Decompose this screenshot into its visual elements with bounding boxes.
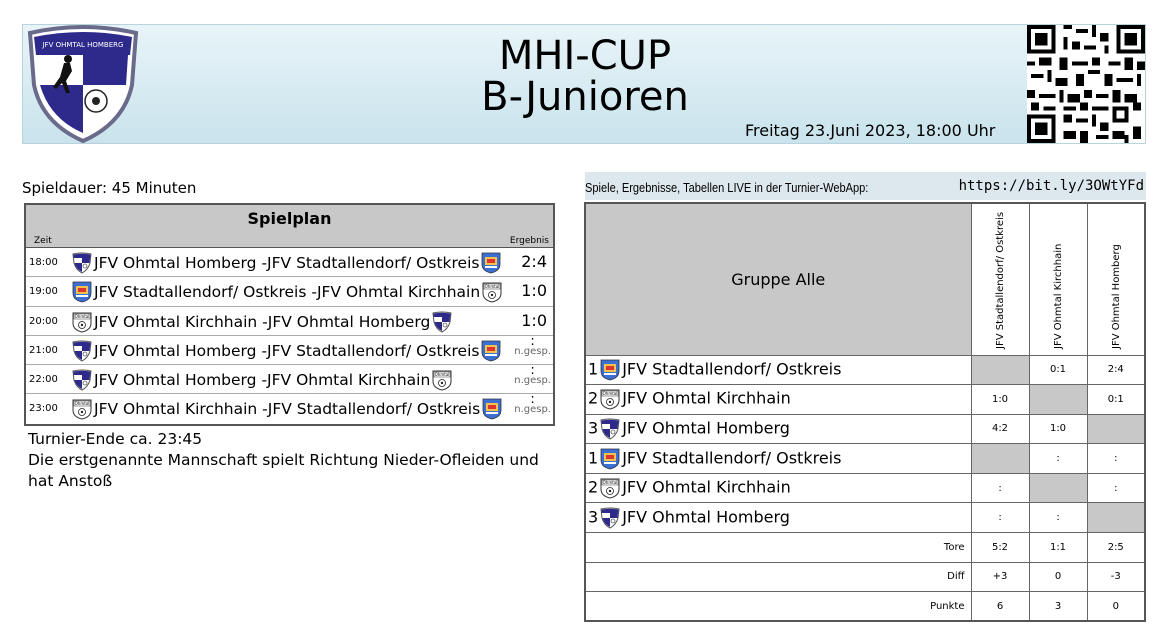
away-team: JFV Stadtallendorf/ Ostkreis — [267, 400, 481, 419]
club-logo-icon — [24, 25, 142, 143]
match-row[interactable] — [26, 277, 553, 306]
match-time: 18:00 — [29, 257, 58, 268]
kirchhain-crest-icon — [72, 398, 92, 420]
summary-value: +3 — [971, 562, 1029, 592]
match-teams — [70, 311, 454, 333]
match-result — [514, 392, 551, 416]
home-team: JFV Ohmtal Kirchhain — [94, 312, 258, 331]
result-cell: : — [1029, 444, 1087, 474]
schedule-title: Spielplan — [247, 209, 332, 228]
summary-row — [585, 592, 1145, 622]
away-team: JFV Ohmtal Homberg — [267, 312, 431, 331]
kickoff-note: Die erstgenannte Mannschaft spielt Richtung Nieder-Ofleiden und hat Anstoß — [28, 451, 539, 490]
result-cell: : — [971, 503, 1029, 533]
match-result: 2:4 — [521, 252, 547, 271]
match-teams — [70, 369, 454, 391]
col-time-label: Zeit — [34, 236, 52, 246]
group-table — [584, 202, 1146, 622]
summary-label: Diff — [585, 562, 971, 592]
home-team: JFV Stadtallendorf/ Ostkreis — [94, 283, 307, 302]
result-cell: : — [1087, 444, 1145, 474]
home-team: JFV Ohmtal Homberg — [94, 341, 257, 360]
match-row[interactable] — [26, 333, 553, 365]
away-team: JFV Ohmtal Kirchhain — [316, 283, 481, 302]
result-cell: 1:0 — [971, 385, 1029, 415]
summary-label: Tore — [585, 533, 971, 563]
homberg-crest-icon — [72, 369, 92, 391]
home-team: JFV Ohmtal Homberg — [94, 254, 257, 272]
group-team-cell[interactable] — [585, 355, 971, 385]
match-row[interactable] — [26, 394, 553, 423]
vs-separator: - — [257, 312, 268, 331]
stadtallendorf-crest-icon — [600, 359, 620, 381]
live-label: Spiele, Ergebnisse, Tabellen LIVE in der Turnier-WebApp: — [585, 180, 869, 195]
group-row — [585, 444, 1145, 474]
kirchhain-crest-icon — [432, 369, 452, 391]
match-result — [514, 363, 551, 387]
away-team: JFV Stadtallendorf/ Ostkreis — [267, 341, 480, 360]
home-team: JFV Ohmtal Kirchhain — [94, 400, 258, 419]
match-time: 23:00 — [29, 403, 58, 415]
home-team: JFV Ohmtal Homberg — [94, 371, 257, 390]
team-rank: 1 — [588, 448, 599, 468]
vs-separator: - — [256, 254, 268, 272]
qr-code-icon[interactable] — [1026, 25, 1146, 143]
homberg-crest-icon — [600, 507, 620, 529]
team-name: JFV Ohmtal Homberg — [622, 507, 790, 527]
group-col-header — [971, 203, 1029, 355]
logo-text: JFV OHMTAL HOMBERG — [42, 41, 124, 49]
kirchhain-crest-icon — [600, 477, 620, 499]
result-note: n.gesp. — [514, 345, 551, 357]
homberg-crest-icon — [432, 311, 452, 333]
vs-separator: - — [256, 341, 268, 360]
svg-text:Ohmtal: Ohmtal — [434, 372, 450, 378]
match-result: 1:0 — [521, 310, 547, 330]
team-name: JFV Stadtallendorf/ Ostkreis — [622, 359, 842, 379]
away-team: JFV Stadtallendorf/ Ostkreis — [267, 254, 480, 272]
kirchhain-crest-icon — [72, 311, 92, 333]
result-cell: : — [1029, 503, 1087, 533]
result-note: n.gesp. — [514, 404, 551, 416]
result-note: n.gesp. — [514, 375, 551, 387]
match-time: 21:00 — [29, 344, 58, 356]
group-col-header — [1087, 203, 1145, 355]
result-cell: : — [1087, 473, 1145, 503]
result-cell — [971, 355, 1029, 385]
live-banner — [585, 172, 1146, 200]
result-cell — [1029, 473, 1087, 503]
group-team-cell[interactable] — [585, 473, 971, 503]
match-time: 19:00 — [29, 286, 58, 298]
match-row[interactable] — [26, 307, 553, 336]
svg-text:Ohmtal: Ohmtal — [74, 401, 90, 407]
title-line-2: B-Junioren — [481, 74, 689, 120]
summary-label: Punkte — [585, 592, 971, 622]
team-rank: 3 — [588, 418, 599, 438]
result-cell: : — [971, 473, 1029, 503]
result-cell — [1029, 385, 1087, 415]
event-date: Freitag 23.Juni 2023, 18:00 Uhr — [745, 121, 996, 140]
group-row — [585, 503, 1145, 533]
homberg-crest-icon — [72, 340, 92, 362]
kirchhain-crest-icon — [482, 281, 502, 303]
group-row — [585, 473, 1145, 503]
match-result: 1:0 — [521, 281, 547, 301]
group-team-cell[interactable] — [585, 503, 971, 533]
match-teams — [70, 252, 503, 274]
match-time: 22:00 — [29, 374, 58, 386]
group-team-cell[interactable] — [585, 385, 971, 415]
vs-separator: - — [306, 283, 317, 302]
result-cell — [971, 444, 1029, 474]
summary-value: -3 — [1087, 562, 1145, 592]
away-team: JFV Ohmtal Kirchhain — [267, 371, 431, 390]
stadtallendorf-crest-icon — [481, 252, 501, 274]
notes — [28, 429, 558, 492]
result-cell — [1087, 414, 1145, 444]
col-result-label: Ergebnis — [509, 236, 549, 246]
match-row[interactable] — [26, 248, 553, 277]
kirchhain-crest-icon — [600, 388, 620, 410]
svg-text:Ohmtal: Ohmtal — [602, 480, 618, 486]
group-row — [585, 414, 1145, 444]
result-score: : — [530, 333, 535, 349]
group-row — [585, 355, 1145, 385]
team-rank: 2 — [588, 388, 599, 408]
summary-value: 2:5 — [1087, 533, 1145, 563]
summary-value: 3 — [1029, 592, 1087, 622]
match-result — [514, 333, 551, 357]
title-line-1: MHI-CUP — [498, 33, 672, 79]
group-team-cell[interactable] — [585, 444, 971, 474]
group-title: Gruppe Alle — [585, 203, 971, 355]
result-cell: 2:4 — [1087, 355, 1145, 385]
team-name: JFV Stadtallendorf/ Ostkreis — [622, 448, 842, 468]
match-teams — [70, 340, 503, 362]
team-name: JFV Ohmtal Kirchhain — [622, 388, 791, 408]
match-duration: Spieldauer: 45 Minuten — [22, 179, 197, 197]
summary-value: 6 — [971, 592, 1029, 622]
group-team-cell[interactable] — [585, 414, 971, 444]
schedule-table — [24, 203, 555, 426]
result-score: : — [530, 363, 535, 379]
team-name: JFV Ohmtal Homberg — [622, 418, 790, 438]
summary-value: 0 — [1087, 592, 1145, 622]
result-cell: 0:1 — [1087, 385, 1145, 415]
vs-separator: - — [257, 400, 268, 419]
summary-row — [585, 533, 1145, 563]
svg-text:Ohmtal: Ohmtal — [484, 284, 500, 290]
summary-value: 1:1 — [1029, 533, 1087, 563]
match-time: 20:00 — [29, 315, 58, 327]
stadtallendorf-crest-icon — [481, 340, 501, 362]
summary-value: 5:2 — [971, 533, 1029, 563]
team-rank: 1 — [588, 359, 599, 379]
col-team-1: JFV Stadtallendorf/ Ostkreis — [995, 211, 1006, 349]
group-row — [585, 385, 1145, 415]
homberg-crest-icon — [72, 252, 92, 274]
team-rank: 3 — [588, 507, 599, 527]
live-link[interactable]: https://bit.ly/3OWtYFd — [958, 178, 1144, 194]
svg-text:Ohmtal: Ohmtal — [74, 313, 90, 319]
match-teams — [70, 281, 504, 303]
stadtallendorf-crest-icon — [482, 398, 502, 420]
result-cell — [1087, 503, 1145, 533]
vs-separator: - — [256, 371, 268, 390]
summary-value: 0 — [1029, 562, 1087, 592]
summary-row — [585, 562, 1145, 592]
col-team-2: JFV Ohmtal Kirchhain — [1053, 243, 1064, 349]
match-row[interactable] — [26, 365, 553, 394]
tournament-end-note: Turnier-Ende ca. 23:45 — [28, 430, 203, 448]
result-cell: 1:0 — [1029, 414, 1087, 444]
result-cell: 0:1 — [1029, 355, 1087, 385]
stadtallendorf-crest-icon — [72, 281, 92, 303]
page-title — [400, 33, 770, 120]
schedule-header — [26, 205, 553, 248]
match-teams — [70, 398, 504, 420]
result-score: : — [530, 392, 535, 408]
svg-text:Ohmtal: Ohmtal — [602, 391, 618, 397]
team-name: JFV Ohmtal Kirchhain — [622, 477, 791, 497]
homberg-crest-icon — [600, 418, 620, 440]
col-team-3: JFV Ohmtal Homberg — [1110, 243, 1122, 349]
stadtallendorf-crest-icon — [600, 448, 620, 470]
result-cell: 4:2 — [971, 414, 1029, 444]
team-rank: 2 — [588, 477, 599, 497]
group-col-header — [1029, 203, 1087, 355]
